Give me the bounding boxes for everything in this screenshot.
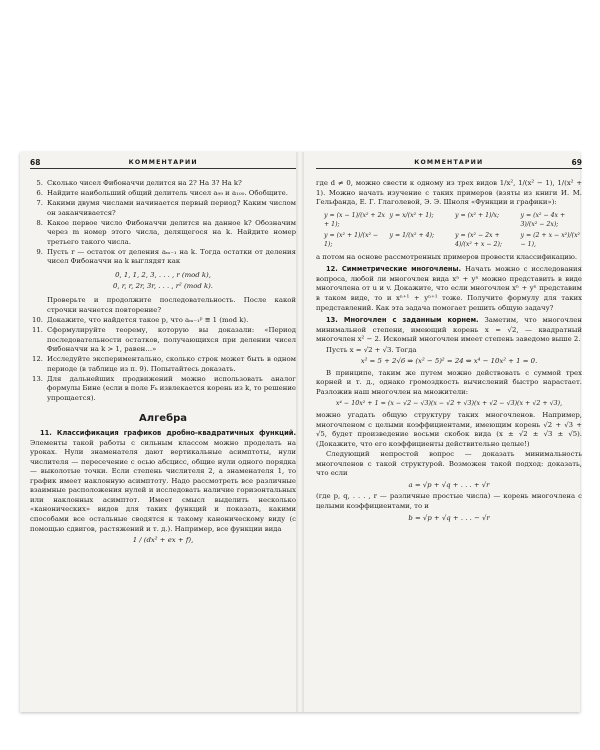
problem-number: 10. [32, 316, 43, 325]
left-page-number: 68 [30, 158, 41, 168]
intro-paragraph: где d ≠ 0, можно свести к одному из трех видов 1/x², 1/(x² − 1), 1/(x² + 1). Можно начать изучение с таких примеров (взяты из книги И. М. Гельфанда, Е. Г. Глаголевой, Э. Э. Шноля «Функции и графики»): [316, 179, 582, 207]
problem-text: Докажите, что найдется такое p, что aₘ₋₁ᵖ ≡ 1 (mod k). [47, 316, 249, 325]
left-running-head [30, 158, 296, 169]
function-example: y = 1/(x² + 4); [389, 231, 435, 239]
right-page [316, 158, 582, 706]
formula-a-sum-of-roots: a = √p + √q + . . . + √r [408, 480, 490, 489]
problem-item [30, 189, 296, 199]
problem-item [30, 219, 296, 248]
section-11-formula: 1 / (dx² + ex + f), [132, 536, 194, 545]
function-example: y = (2 + x − x²)/(x² − 1), [520, 231, 581, 249]
problem-item [30, 375, 296, 404]
problem-number: 7. [36, 199, 43, 208]
problem-9-continuation: Проверьте и продолжите последовательность. После какой строчки начнется повторение? [47, 296, 296, 314]
paragraph-primes: (где p, q, . . . , r — различные простые числа) — корень многочлена с целыми коэффициентами, то и [316, 492, 582, 510]
problem-item [30, 316, 296, 326]
problem-item [30, 355, 296, 374]
section-12-paragraph [316, 265, 582, 313]
let-x-line: Пусть x = √2 + √3. Тогда [326, 345, 417, 354]
section-11-text: Элементы такой работы с сильным классом можно проделать на уроках. Нули знаменателя дают вертикальные асимптоты, нули числителя — пересечение с осью абсцисс, общие нули одного порядка — выколотые точки. Если степень числителя 2, а знаменателя 1, то график имеет наклонную асимптоту. Надо рассмотреть все различные взаимные расположения нулей и исследовать наличие горизонтальных или наклонных асимптот. Имеет смысл выделить несколько «канонических» видов для таких функций и показать, какими способами все остальные сводятся к такому каноническому виду (с помощью сдвигов, растяжений и т. д.). Например, все функции вида [30, 438, 296, 533]
problem-text: Сколько чисел Фибоначчи делится на 2? На 3? На k? [47, 179, 242, 187]
right-running-head [316, 158, 582, 169]
left-header-title: КОММЕНТАРИИ [128, 159, 198, 167]
left-page [30, 158, 296, 706]
section-11-heading: 11. Классификация графиков дробно-квадратичных функций. [40, 429, 296, 438]
function-examples-grid [324, 211, 582, 250]
fibonacci-remainder-formula-2: 0, r, r, 2r, 3r, . . . , r² (mod k). [113, 282, 213, 291]
problem-list-1 [30, 179, 296, 267]
problem-number: 6. [36, 189, 43, 198]
section-title-algebra: Алгебра [139, 412, 187, 424]
problem-number: 5. [36, 179, 43, 187]
problem-number: 11. [32, 326, 43, 335]
problem-text: Найдите наибольший общий делитель чисел a₉₉ и a₁₀₀. Обобщите. [47, 189, 288, 198]
problem-number: 9. [36, 247, 43, 256]
function-example: y = (x² − 4x + 3)/(x² − 2x); [520, 211, 566, 229]
book-gutter [296, 152, 304, 712]
formula-b-sum-of-roots: b = √p + √q + . . . − √r [408, 513, 490, 522]
function-example: y = x/(x² + 1); [389, 211, 434, 219]
formula-x-squared: x² = 5 + 2√6 ⇒ (x² − 5)² = 24 ⇔ x⁴ − 10x² + 1 = 0. [360, 357, 538, 366]
problem-number: 8. [36, 218, 43, 227]
problem-item [30, 326, 296, 355]
function-example: y = (x² + 1)/(x² − 1); [324, 231, 379, 249]
problem-text: Какими двумя числами начинается первый период? Каким числом он заканчивается? [47, 199, 296, 217]
problem-text: Сформулируйте теорему, которую вы доказали: «Период последовательности остатков, получающихся при делении чисел Фибоначчи на k > 1, равен…» [47, 326, 296, 354]
section-11-paragraph [30, 429, 296, 534]
fibonacci-remainder-formula-1: 0, 1, 1, 2, 3, . . . , r (mod k), [115, 270, 211, 279]
section-13-heading: 13. Многочлен с заданным корнем. [326, 316, 479, 325]
section-12-text: Начать можно с исследования вопроса, любой ли многочлен вида xⁿ + yⁿ можно представить в виде многочлена от u и v. Докажите, что если многочлен xⁿ + yⁿ представим в таком виде, то и xⁿ⁺¹ + yⁿ⁺¹ тоже. Получите формулу для таких представлений. Как эта задача помогает решить общую задачу? [316, 265, 582, 312]
paragraph-structure: можно угадать общую структуру таких многочленов. Например, многочленом с целыми коэффициентами, имеющим корень √2 + √3 + √5, будет произведение восьми скобок вида (x ± √2 ± √3 ± √5). (Докажите, что его коэффициенты действительно целые!) [316, 411, 582, 448]
after-examples-paragraph: а потом на основе рассмотренных примеров провести классификацию. [316, 252, 578, 261]
problem-text: Пусть r — остаток от деления aₘ₋₁ на k. Тогда остатки от деления чисел Фибоначчи на k выглядят как [47, 247, 296, 266]
section-12-heading: 12. Симметрические многочлены. [326, 265, 462, 274]
problem-text: Исследуйте экспериментально, сколько строк может быть в одном периоде (в таблице из п. 9). Попытайтесь доказать. [47, 355, 296, 373]
function-example: y = (x − 1)/(x² + 2x + 1); [324, 211, 385, 229]
problem-item [30, 179, 296, 189]
section-13-paragraph [316, 316, 582, 345]
function-example: y = (x² + 1)/x; [455, 211, 500, 219]
section-13-text: Заметим, что многочлен минимальной степени, имеющий корень x = √2, — квадратный многочлен x² − 2. Искомый многочлен имеет степень заведомо выше 2. [316, 316, 582, 344]
problem-item [30, 248, 296, 267]
right-header-title: КОММЕНТАРИИ [414, 159, 484, 167]
problem-number: 13. [32, 374, 43, 383]
problem-text: Для дальнейших продвижений можно использовать аналог формулы Бине (если в поле Fₖ извлекается корень из k, то решение упрощается). [47, 374, 296, 402]
problem-list-2 [30, 316, 296, 403]
paragraph-minimality: Следующий непростой вопрос — доказать минимальность многочленов с такой структурой. Возможен такой подход: доказать, что если [316, 450, 582, 478]
formula-factorization: x⁴ − 10x² + 1 = (x − √2 − √3)(x − √2 + √3)(x + √2 − √3)(x + √2 + √3), [335, 400, 563, 408]
paragraph-general-approach: В принципе, таким же путем можно действовать с суммой трех корней и т. д., однако громоздкость вычислений быстро нарастает. Разложив наш многочлен на множители: [316, 368, 582, 396]
problem-item [30, 199, 296, 218]
right-page-number: 69 [571, 158, 582, 168]
problem-number: 12. [32, 355, 43, 364]
function-example: y = (x² − 2x + 4)/(x² + x − 2); [455, 231, 502, 249]
problem-text: Какое первое число Фибоначчи делится на данное k? Обозначим через m номер этого числа, делящегося на k. Найдите номер третьего такого числа. [47, 218, 296, 246]
